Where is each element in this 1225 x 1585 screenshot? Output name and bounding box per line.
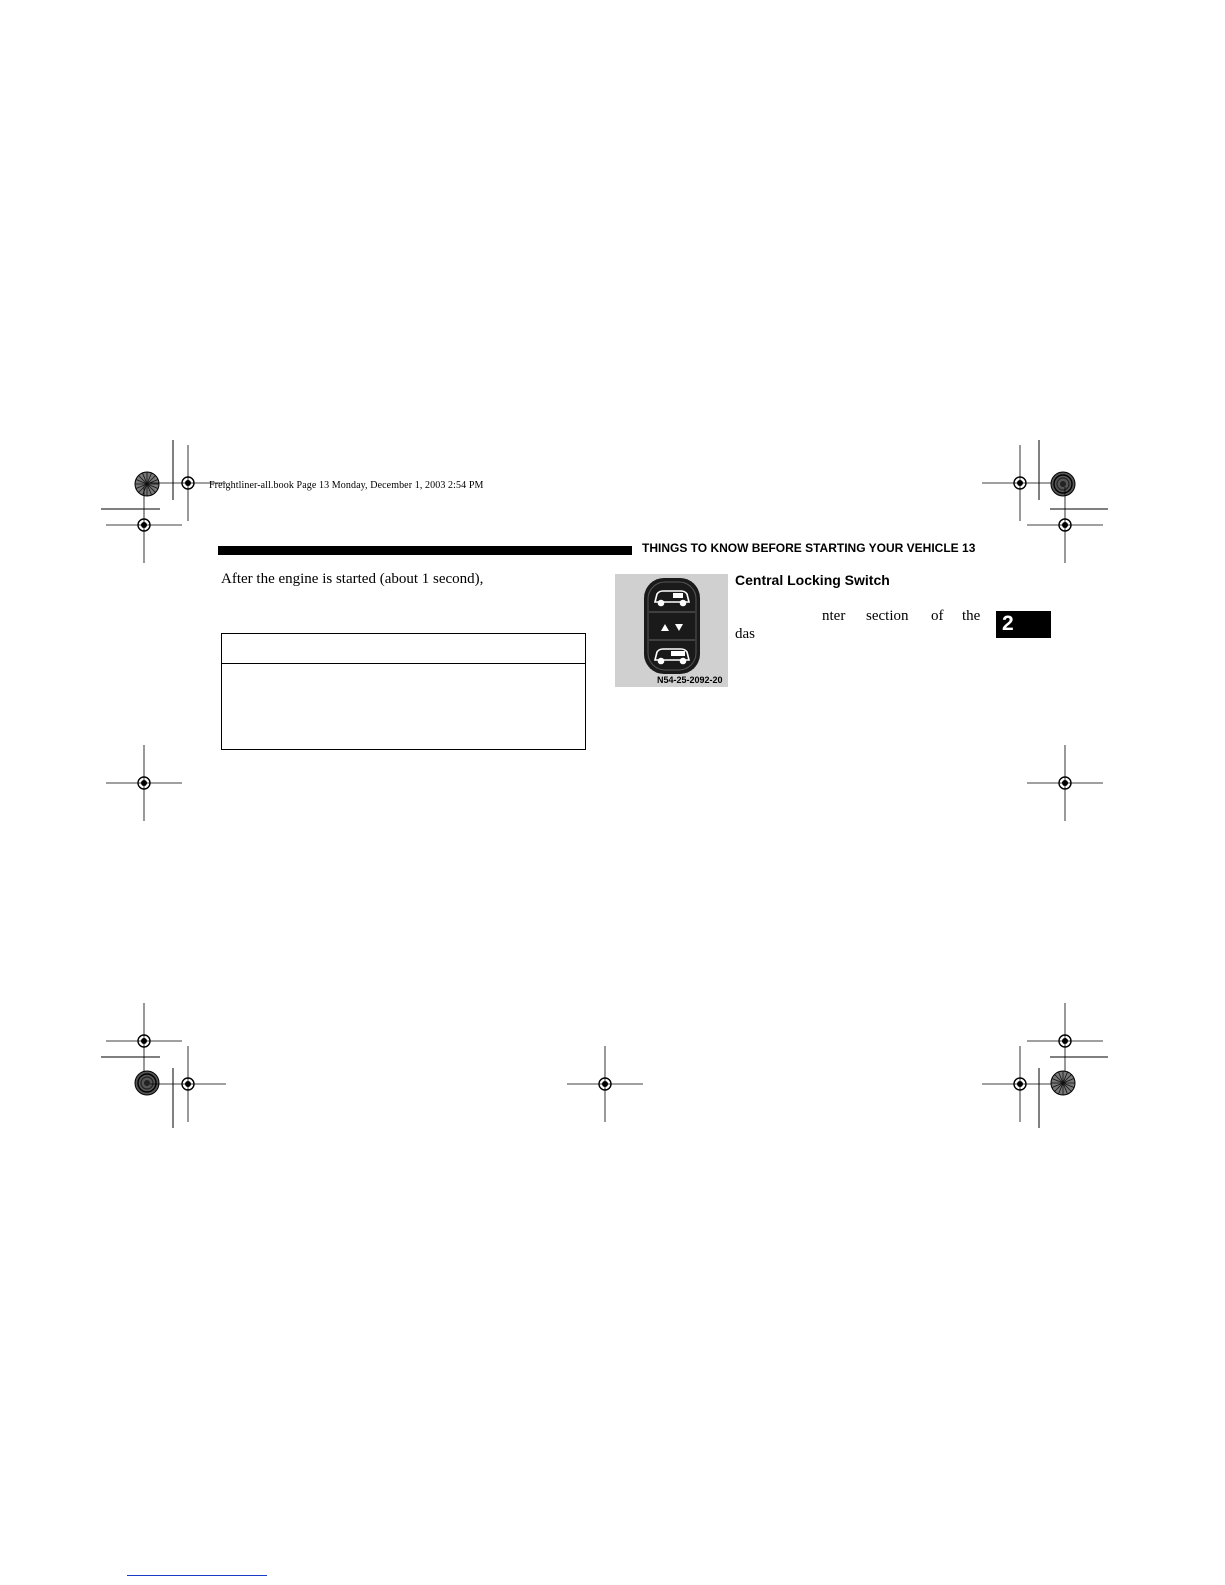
paragraph-fragment: the: [962, 608, 981, 624]
chapter-number: 2: [1002, 612, 1014, 635]
paragraph-fragment: section: [866, 608, 909, 624]
note-box: [221, 633, 586, 750]
figure-caption: N54-25-2092-20: [657, 675, 723, 685]
running-header: THINGS TO KNOW BEFORE STARTING YOUR VEHICLE 13: [642, 541, 976, 555]
paragraph-fragment: of: [931, 608, 944, 624]
central-locking-switch-icon: [615, 574, 728, 687]
print-slug: Freightliner-all.book Page 13 Monday, December 1, 2003 2:54 PM: [209, 480, 484, 491]
section-heading: Central Locking Switch: [735, 572, 890, 588]
bottom-link-underline: [127, 1575, 267, 1576]
chapter-tab: [996, 611, 1051, 638]
body-paragraph: After the engine is started (about 1 second),: [221, 571, 484, 587]
paragraph-fragment: das: [735, 626, 755, 642]
paragraph-fragment: nter: [822, 608, 846, 624]
header-rule: [218, 546, 632, 555]
central-locking-switch-figure: [615, 574, 728, 687]
note-box-divider: [222, 663, 585, 664]
